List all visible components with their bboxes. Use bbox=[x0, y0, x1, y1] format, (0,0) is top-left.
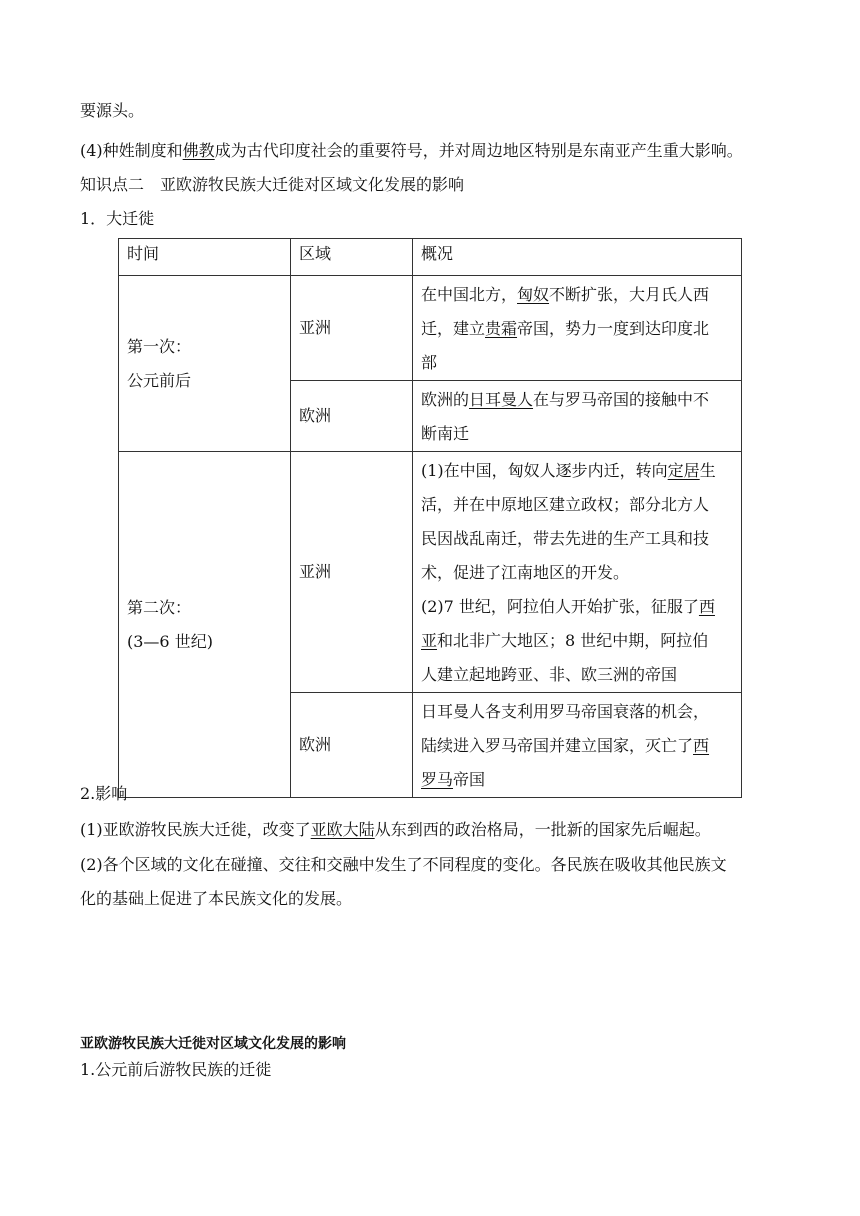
region-asia: 亚洲 bbox=[291, 276, 413, 381]
first-europe-overview: 欧洲的日耳曼人在与罗马帝国的接触中不 断南迁 bbox=[413, 381, 742, 452]
region-europe: 欧洲 bbox=[291, 693, 413, 798]
region-europe: 欧洲 bbox=[291, 381, 413, 452]
text-line: (1)亚欧游牧民族大迁徙，改变了亚欧大陆从东到西的政治格局，一批新的国家先后崛起。 bbox=[80, 820, 711, 839]
subheading: 2.影响 bbox=[80, 784, 128, 803]
text-line: 要源头。 bbox=[80, 101, 145, 120]
second-migration-time: 第二次： (3—6 世纪) bbox=[119, 452, 291, 798]
header-time: 时间 bbox=[119, 239, 291, 276]
text-line: (2)各个区域的文化在碰撞、交往和交融中发生了不同程度的变化。各民族在吸收其他民族文 bbox=[80, 855, 727, 874]
subheading: 1．大迁徙 bbox=[80, 209, 155, 228]
section-heading: 知识点二 亚欧游牧民族大迁徙对区域文化发展的影响 bbox=[80, 175, 465, 194]
text-line: 1.公元前后游牧民族的迁徙 bbox=[80, 1060, 272, 1079]
first-migration-time: 第一次： 公元前后 bbox=[119, 276, 291, 452]
first-asia-overview: 在中国北方，匈奴不断扩张，大月氏人西 迁，建立贵霜帝国，势力一度到达印度北 部 bbox=[413, 276, 742, 381]
text-line: 化的基础上促进了本民族文化的发展。 bbox=[80, 889, 353, 908]
migration-table bbox=[118, 238, 742, 798]
text-line: (4)种姓制度和佛教成为古代印度社会的重要符号，并对周边地区特别是东南亚产生重大影响。 bbox=[80, 141, 743, 160]
second-asia-overview: (1)在中国，匈奴人逐步内迁，转向定居生 活，并在中原地区建立政权；部分北方人 民因战乱南迁，带去先进的生产工具和技 术，促进了江南地区的开发。 (2)7 世纪，阿拉伯人开始扩张，征服了西 亚和北非广大地区；8 世纪中期，阿拉伯 人建立起地跨亚、非、欧三洲的帝国 bbox=[413, 452, 742, 693]
header-overview: 概况 bbox=[413, 239, 742, 276]
bold-title: 亚欧游牧民族大迁徙对区域文化发展的影响 bbox=[80, 1036, 346, 1052]
second-europe-overview: 日耳曼人各支利用罗马帝国衰落的机会， 陆续进入罗马帝国并建立国家，灭亡了西 罗马帝国 bbox=[413, 693, 742, 798]
header-region: 区域 bbox=[291, 239, 413, 276]
region-asia: 亚洲 bbox=[291, 452, 413, 693]
